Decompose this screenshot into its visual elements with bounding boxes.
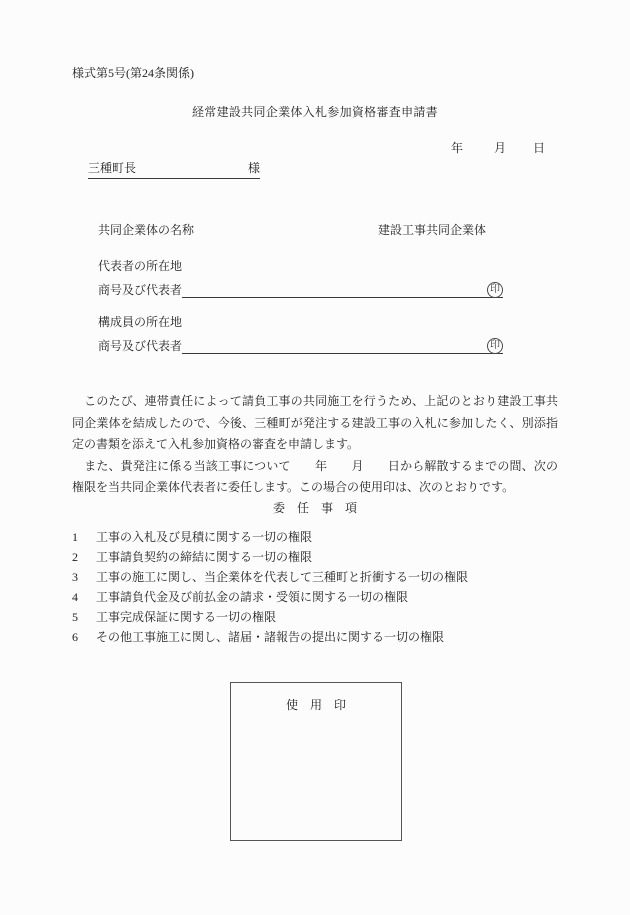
body-paragraph-1: このたび、連帯責任によって請負工事の共同施工を行うため、上記のとおり建設工事共同企業体を結成したので、今後、三種町が発注する建設工事の入札に参加したく、別添指定の書類を添えて入札参加資格の審査を申請します。 bbox=[72, 394, 558, 451]
jv-name-label: 共同企業体の名称 bbox=[98, 223, 195, 237]
seal-box-label: 使 用 印 bbox=[285, 697, 346, 712]
list-item bbox=[72, 547, 558, 567]
item-number: 5 bbox=[72, 609, 78, 624]
addressee-row bbox=[72, 161, 558, 179]
document-title: 経常建設共同企業体入札参加資格審査申請書 bbox=[191, 105, 438, 119]
item-text: 工事の施工に関し、当企業体を代表して三種町と折衝する一切の権限 bbox=[96, 569, 469, 584]
date-year-label: 年 bbox=[450, 141, 463, 155]
item-text: 工事請負代金及び前払金の請求・受領に関する一切の権限 bbox=[96, 589, 409, 604]
addressee-underline bbox=[88, 161, 260, 179]
list-item bbox=[72, 567, 558, 587]
representative-address-label: 代表者の所在地 bbox=[98, 259, 183, 273]
member-name-row bbox=[98, 338, 558, 354]
item-text: 工事完成保証に関する一切の権限 bbox=[96, 609, 277, 624]
addressee-honorific: 様 bbox=[248, 161, 261, 175]
representative-name-row bbox=[98, 282, 558, 298]
item-text: 工事の入札及び見積に関する一切の権限 bbox=[96, 529, 313, 544]
jv-name-row bbox=[98, 223, 558, 238]
item-number: 1 bbox=[72, 529, 78, 544]
seal-icon: 印 bbox=[487, 282, 503, 298]
seal-specimen-box bbox=[230, 682, 402, 841]
item-number: 3 bbox=[72, 569, 78, 584]
representative-name-blank bbox=[182, 282, 503, 298]
date-day-label: 日 bbox=[532, 141, 545, 155]
member-name-label: 商号及び代表者 bbox=[98, 339, 183, 353]
representative-name-label: 商号及び代表者 bbox=[98, 283, 183, 297]
list-item bbox=[72, 527, 558, 547]
form-number: 様式第5号(第24条関係) bbox=[72, 66, 194, 80]
item-text: その他工事施工に関し、諸届・諸報告の提出に関する一切の権限 bbox=[96, 629, 445, 644]
date-month-label: 月 bbox=[493, 141, 506, 155]
delegation-heading: 委 任 事 項 bbox=[272, 500, 357, 515]
list-item bbox=[72, 627, 558, 647]
item-number: 2 bbox=[72, 549, 78, 564]
delegation-list bbox=[72, 527, 558, 647]
seal-icon: 印 bbox=[487, 338, 503, 354]
jv-name-value: 建設工事共同企業体 bbox=[378, 223, 487, 237]
list-item bbox=[72, 607, 558, 627]
list-item bbox=[72, 587, 558, 607]
body-paragraph-2: また、貴発注に係る当該工事について 年 月 日から解散するまでの間、次の権限を当共同企業体代表者に委任します。この場合の使用印は、次のとおりです。 bbox=[72, 458, 558, 494]
item-number: 6 bbox=[72, 629, 78, 644]
item-number: 4 bbox=[72, 589, 78, 604]
member-name-blank bbox=[182, 338, 503, 354]
addressee-name: 三種町長 bbox=[88, 161, 137, 175]
date-line bbox=[72, 141, 558, 156]
member-address-label: 構成員の所在地 bbox=[98, 315, 183, 329]
item-text: 工事請負契約の締結に関する一切の権限 bbox=[96, 549, 313, 564]
